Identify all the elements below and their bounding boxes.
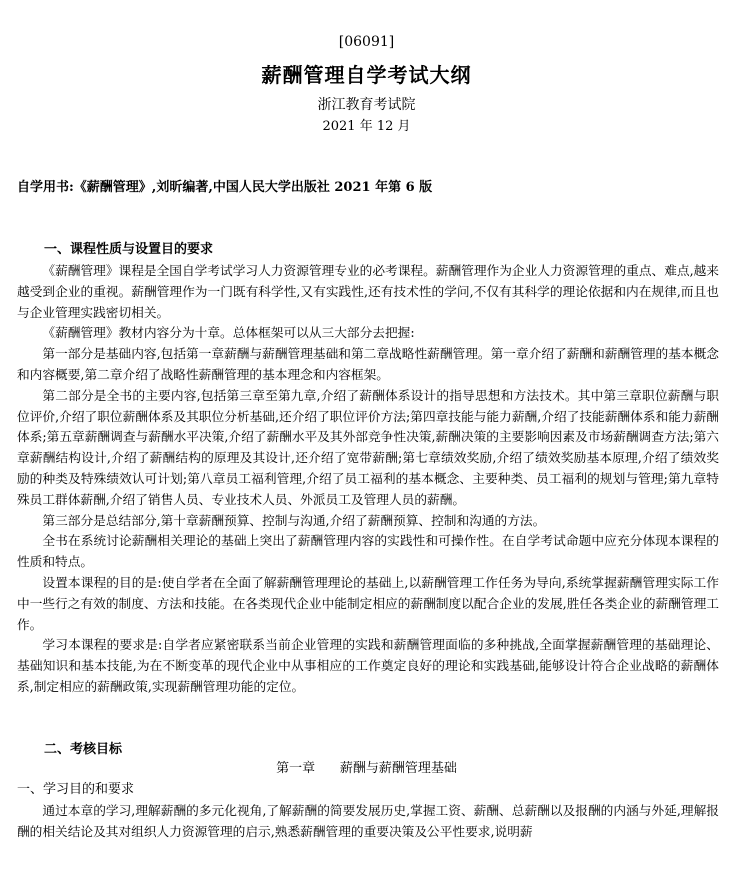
issue-date: 2021 年 12 月 [322, 119, 411, 134]
section-body-course-nature [17, 261, 719, 698]
body-paragraph: 《薪酬管理》课程是全国自学考试学习人力资源管理专业的必考课程。薪酬管理作为企业人力资源管理的重点、难点,越来越受到企业的重视。薪酬管理作为一门既有科学性,又有实践性,还有技术性的学问,不仅有其科学的理论依据和内在规律,而且也与企业管理实践密切相关。 [17, 263, 719, 320]
course-code: [06091] [338, 34, 395, 50]
section-body-learning-objectives [17, 801, 719, 843]
body-paragraph: 学习本课程的要求是:自学者应紧密联系当前企业管理的实践和薪酬管理面临的多种挑战,全面掌握薪酬管理的基础理论、基础知识和基本技能,为在不断变革的现代企业中从事相应的工作奠定良好的理论和实践基础,能够设计符合企业战略的薪酬体系,制定相应的薪酬政策,实现薪酬管理功能的定位。 [17, 637, 719, 694]
body-paragraph: 全书在系统讨论薪酬相关理论的基础上突出了薪酬管理内容的实践性和可操作性。在自学考试命题中应充分体现本课程的性质和特点。 [17, 533, 719, 570]
section-heading-assessment-objectives: 二、考核目标 [44, 742, 123, 757]
textbook-reference: 自学用书:《薪酬管理》,刘昕编著,中国人民大学出版社 2021 年第 6 版 [17, 180, 433, 195]
body-paragraph: 第三部分是总结部分,第十章薪酬预算、控制与沟通,介绍了薪酬预算、控制和沟通的方法。 [42, 512, 546, 528]
section-heading-course-nature: 一、课程性质与设置目的要求 [44, 242, 214, 257]
issuing-authority: 浙江教育考试院 [317, 97, 416, 113]
body-paragraph: 通过本章的学习,理解薪酬的多元化视角,了解薪酬的简要发展历史,掌握工资、薪酬、总薪酬以及报酬的内涵与外延,理解报酬的相关结论及其对组织人力资源管理的启示,熟悉薪酬管理的重要决策及公平性要求,说明薪 [17, 803, 719, 839]
subheading-learning-objectives: 一、学习目的和要求 [17, 782, 135, 797]
body-paragraph: 第二部分是全书的主要内容,包括第三章至第九章,介绍了薪酬体系设计的指导思想和方法技术。其中第三章职位薪酬与职位评价,介绍了职位薪酬体系及其职位分析基础,还介绍了职位评价方法;第四章技能与能力薪酬,介绍了技能薪酬体系和能力薪酬体系;第五章薪酬调查与薪酬水平决策,介绍了薪酬水平及其外部竞争性决策,薪酬决策的主要影响因素及市场薪酬调查方法;第六章薪酬结构设计,介绍了薪酬结构的原理及其设计,还介绍了宽带薪酬;第七章绩效奖励,介绍了绩效奖励基本原理,介绍了绩效奖励的种类及特殊绩效认可计划;第八章员工福利管理,介绍了员工福利的基本概念、主要种类、员工福利的规划与管理;第九章特殊员工群体薪酬,介绍了销售人员、专业技术人员、外派员工及管理人员的薪酬。 [17, 387, 719, 507]
body-paragraph: 《薪酬管理》教材内容分为十章。总体框架可以从三大部分去把握: [42, 325, 415, 341]
body-paragraph: 第一部分是基础内容,包括第一章薪酬与薪酬管理基础和第二章战略性薪酬管理。第一章介绍了薪酬和薪酬管理的基本概念和内容概要,第二章介绍了战略性薪酬管理的基本理念和内容框架。 [17, 346, 719, 382]
document-title: 薪酬管理自学考试大纲 [261, 63, 472, 87]
body-paragraph: 设置本课程的目的是:使自学者在全面了解薪酬管理理论的基础上,以薪酬管理工作任务为导向,系统掌握薪酬管理实际工作中一些行之有效的制度、方法和技能。在各类现代企业中能制定相应的薪酬制度以配合企业的发展,胜任各类企业的薪酬管理工作。 [17, 574, 719, 632]
chapter-title: 第一章 薪酬与薪酬管理基础 [276, 761, 457, 776]
